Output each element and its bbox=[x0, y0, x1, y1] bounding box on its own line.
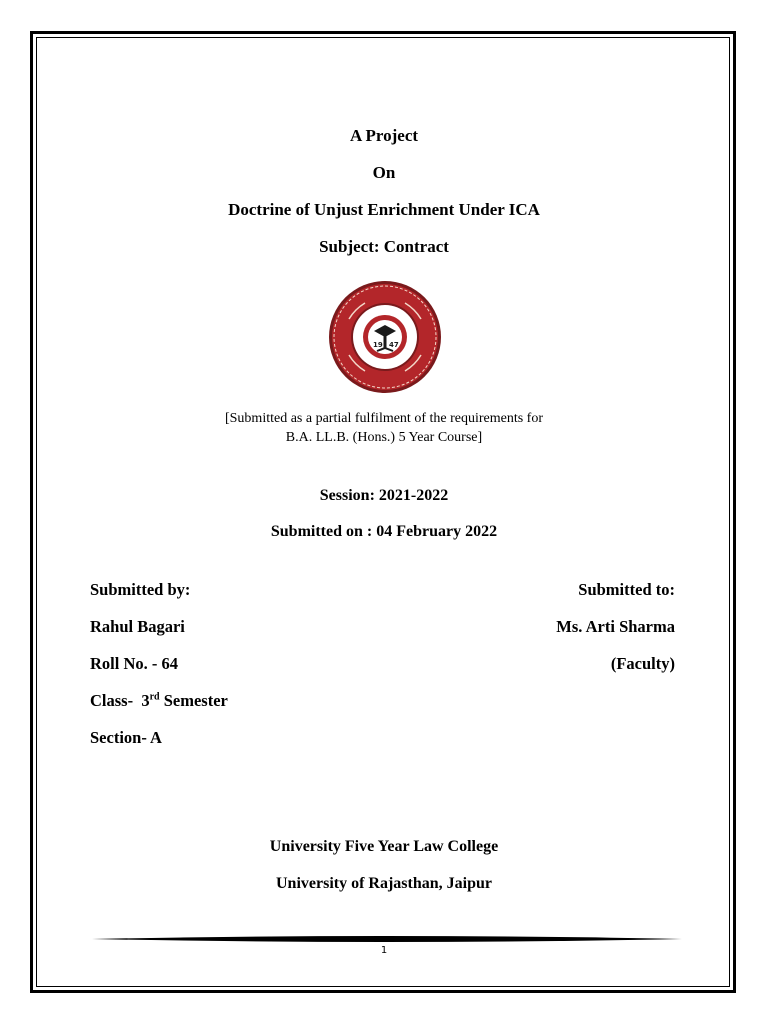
faculty-designation: (Faculty) bbox=[610, 654, 675, 673]
class-line bbox=[90, 691, 228, 711]
title-line-on: On bbox=[372, 163, 396, 182]
college-name: University Five Year Law College bbox=[269, 838, 499, 855]
university-seal-icon bbox=[327, 279, 443, 395]
subject-line: Subject: Contract bbox=[319, 237, 449, 256]
section-line: Section- A bbox=[90, 728, 162, 747]
class-suffix: Semester bbox=[159, 691, 228, 710]
class-superscript: rd bbox=[149, 691, 160, 703]
footer-divider bbox=[92, 932, 682, 946]
roll-number: Roll No. - 64 bbox=[90, 654, 178, 673]
seal-year-left: 19 bbox=[373, 341, 383, 349]
submitted-on-line: Submitted on : 04 February 2022 bbox=[270, 523, 498, 540]
submitted-to-heading: Submitted to: bbox=[578, 580, 675, 599]
faculty-name: Ms. Arti Sharma bbox=[556, 617, 675, 636]
submission-note-line-2: B.A. LL.B. (Hons.) 5 Year Course] bbox=[285, 430, 483, 445]
class-prefix: Class- 3 bbox=[90, 691, 150, 710]
page-number: 1 bbox=[380, 945, 388, 956]
student-name: Rahul Bagari bbox=[90, 617, 185, 636]
project-topic: Doctrine of Unjust Enrichment Under ICA bbox=[228, 200, 540, 219]
title-line-project: A Project bbox=[349, 126, 419, 145]
university-name: University of Rajasthan, Jaipur bbox=[275, 875, 492, 892]
submission-note-line-1: [Submitted as a partial fulfilment of the requirements for bbox=[224, 411, 543, 426]
session-line: Session: 2021-2022 bbox=[319, 487, 449, 504]
submitted-by-heading: Submitted by: bbox=[90, 580, 191, 599]
seal-year-right: 47 bbox=[389, 341, 399, 349]
